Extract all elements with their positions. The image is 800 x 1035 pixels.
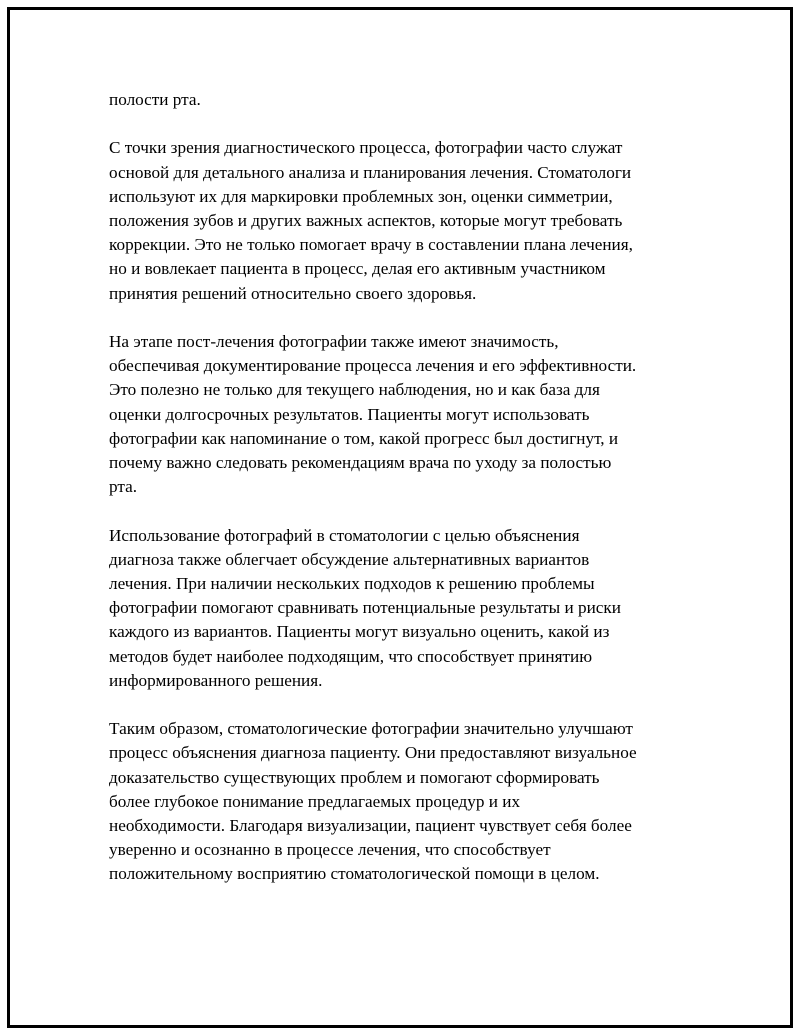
text-line: процесс объяснения диагноза пациенту. Они предоставляют визуальное [109, 743, 637, 763]
text-line: положения зубов и других важных аспектов, которые могут требовать [109, 211, 623, 230]
text-line: фотографии помогают сравнивать потенциальные результаты и риски [109, 598, 621, 618]
paragraph [109, 88, 709, 112]
text-line: С точки зрения диагностического процесса, фотографии часто служат [109, 138, 623, 158]
paragraph [109, 136, 709, 305]
text-line: доказательство существующих проблем и помогают сформировать [109, 767, 600, 787]
text-line: диагноза также облегчает обсуждение альтернативных вариантов [109, 549, 590, 569]
text-line: более глубокое понимание предлагаемых процедур и их [109, 791, 521, 811]
text-line: почему важно следовать рекомендациям врача по уходу за полостью [109, 453, 612, 473]
text-line: Таким образом, стоматологические фотографии значительно улучшают [109, 719, 633, 739]
text-line: оценки долгосрочных результатов. Пациенты могут использовать [109, 404, 590, 424]
text-line: положительному восприятию стоматологической помощи в целом. [109, 864, 600, 884]
paragraph [109, 524, 709, 693]
text-line: лечения. При наличии нескольких подходов к решению проблемы [109, 574, 595, 594]
text-line: каждого из вариантов. Пациенты могут визуально оценить, какой из [109, 622, 610, 642]
text-line: необходимости. Благодаря визуализации, пациент чувствует себя более [109, 816, 632, 836]
text-line: основой для детального анализа и планирования лечения. Стоматологи [109, 162, 632, 182]
text-line: Использование фотографий в стоматологии с целью объяснения [109, 525, 580, 545]
text-line: принятия решений относительно своего здоровья. [109, 283, 477, 303]
text-line: полости рта. [109, 90, 201, 109]
text-line: фотографии как напоминание о том, какой прогресс был достигнут, и [109, 428, 619, 448]
text-line: Это полезно не только для текущего наблюдения, но и как база для [109, 380, 600, 400]
text-line: информированного решения. [109, 670, 323, 690]
text-line: методов будет наиболее подходящим, что способствует принятию [109, 646, 593, 666]
text-line: обеспечивая документирование процесса лечения и его эффективности. [109, 356, 637, 376]
document-body [109, 88, 709, 911]
text-line: но и вовлекает пациента в процесс, делая его активным участником [109, 259, 606, 279]
text-line: На этапе пост-лечения фотографии также имеют значимость, [109, 332, 559, 351]
text-line: уверенно и осознанно в процессе лечения, что способствует [109, 840, 551, 860]
text-line: используют их для маркировки проблемных зон, оценки симметрии, [109, 186, 613, 206]
paragraph [109, 330, 709, 499]
paragraph [109, 717, 709, 886]
text-line: рта. [109, 477, 138, 497]
text-line: коррекции. Это не только помогает врачу в составлении плана лечения, [109, 235, 633, 255]
